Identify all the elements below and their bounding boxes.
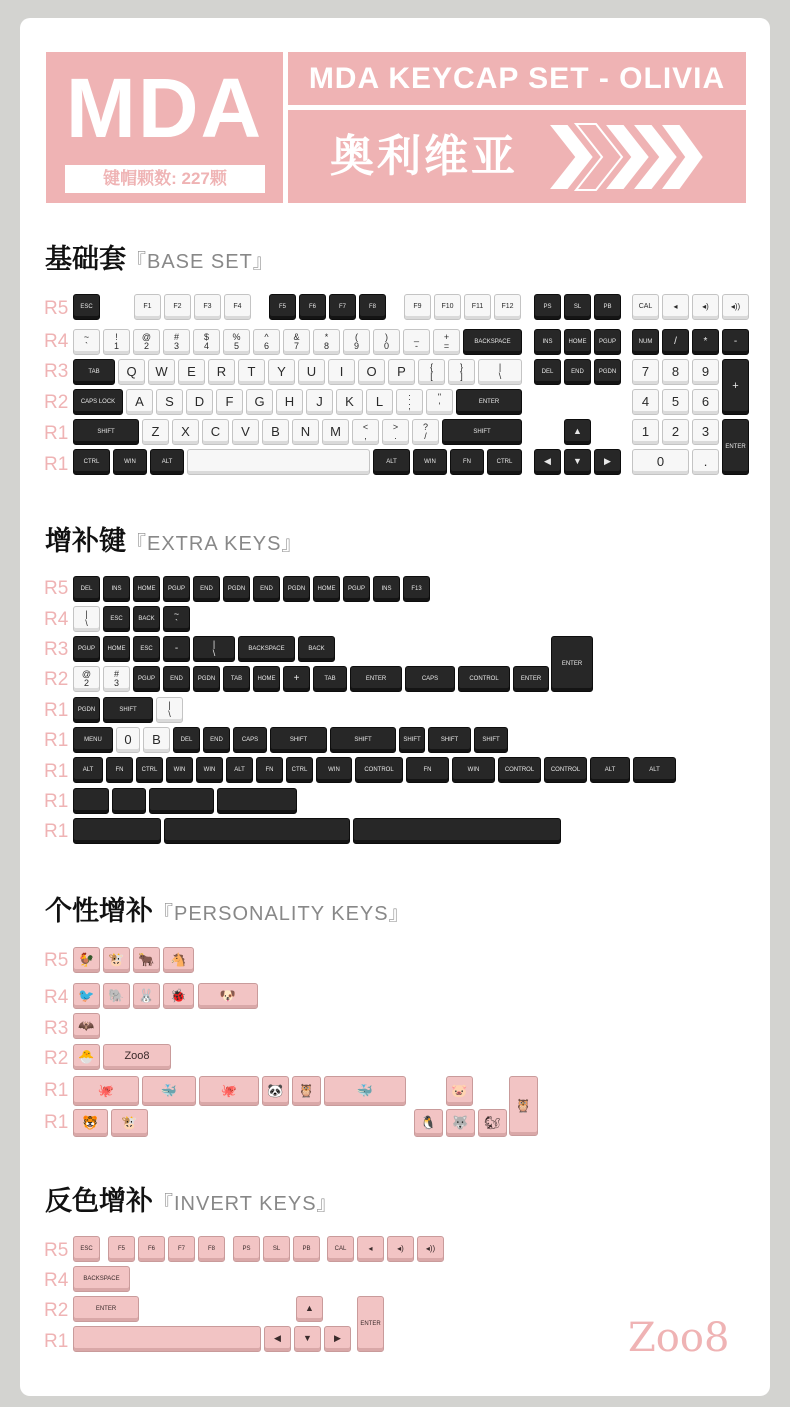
keycap: F7: [329, 294, 356, 320]
keycap: F4: [224, 294, 251, 320]
keycap: F10: [434, 294, 461, 320]
keycap: WIN: [413, 449, 447, 475]
keycap: PS: [534, 294, 561, 320]
keycap: PGUP: [343, 576, 370, 602]
keycap: CTRL: [487, 449, 522, 475]
keycap: F6: [138, 1236, 165, 1262]
keycap: ◀: [264, 1326, 291, 1352]
keycap: < ,: [352, 419, 379, 445]
section-title-cn: 增补键: [45, 526, 126, 556]
keycap: HOME: [564, 329, 591, 355]
keycap: ESC: [73, 294, 100, 320]
keycap: F7: [168, 1236, 195, 1262]
keycap: 6: [692, 389, 719, 415]
keycap: PGUP: [594, 329, 621, 355]
keycap: SHIFT: [442, 419, 522, 445]
keycap: BACK: [133, 606, 160, 632]
keycap: T: [238, 359, 265, 385]
row-label: R5: [44, 578, 69, 599]
keycap: END: [193, 576, 220, 602]
keycap: ▼: [294, 1326, 321, 1352]
keycap: K: [336, 389, 363, 415]
section-title-cn: 个性增补: [45, 896, 153, 926]
row-label: R2: [44, 1048, 69, 1069]
keycap: @ 2: [73, 666, 100, 692]
keycap: W: [148, 359, 175, 385]
keycap: | \: [193, 636, 235, 662]
row-label: R5: [44, 950, 69, 971]
keycap: ALT: [590, 757, 630, 783]
keycap: PB: [594, 294, 621, 320]
keycap: [353, 818, 561, 844]
keycap: " ': [426, 389, 453, 415]
keycap: SHIFT: [270, 727, 327, 753]
keycap: 🐞: [163, 983, 194, 1009]
row-label: R1: [44, 454, 69, 475]
set-title: MDA KEYCAP SET - OLIVIA: [288, 52, 746, 105]
keycap: ◂): [387, 1236, 414, 1262]
row-label: R4: [44, 1270, 69, 1291]
keycap: | \: [73, 606, 100, 632]
keycap: ALT: [73, 757, 103, 783]
keycap: # 3: [163, 329, 190, 355]
keycap: I: [328, 359, 355, 385]
keycap: } ]: [448, 359, 475, 385]
keycap: $ 4: [193, 329, 220, 355]
row-label: R1: [44, 1331, 69, 1352]
keycap: V: [232, 419, 259, 445]
keycap: : ;: [396, 389, 423, 415]
keycap: G: [246, 389, 273, 415]
keycap: WIN: [196, 757, 223, 783]
keycap: ) 0: [373, 329, 400, 355]
keycap: L: [366, 389, 393, 415]
keycap: F3: [194, 294, 221, 320]
keycap: ◂: [357, 1236, 384, 1262]
keycap: HOME: [313, 576, 340, 602]
keycap: WIN: [316, 757, 352, 783]
keycap: E: [178, 359, 205, 385]
row-label: R2: [44, 392, 69, 413]
keycap: INS: [534, 329, 561, 355]
keycap: WIN: [166, 757, 193, 783]
keycap: PGUP: [73, 636, 100, 662]
section-title-en: 『EXTRA KEYS』: [126, 533, 303, 555]
keycap: END: [163, 666, 190, 692]
keycap: Y: [268, 359, 295, 385]
keycap: CTRL: [73, 449, 110, 475]
chinese-title-block: [288, 110, 746, 203]
keycap: ESC: [73, 1236, 100, 1262]
keycap: WIN: [113, 449, 147, 475]
keycap: TAB: [73, 359, 115, 385]
row-label: R4: [44, 331, 69, 352]
row-label: R1: [44, 791, 69, 812]
keycap: F8: [359, 294, 386, 320]
keycap: 🐙: [199, 1076, 259, 1106]
keycap: Q: [118, 359, 145, 385]
keycap: 🐓: [73, 947, 100, 973]
row-label: R1: [44, 1080, 69, 1101]
keycap: 🐮: [103, 947, 130, 973]
row-label: R5: [44, 298, 69, 319]
keycap: ENTER: [456, 389, 522, 415]
keycap: 🐶: [198, 983, 258, 1009]
keycap: [187, 449, 370, 475]
row-label: R2: [44, 1300, 69, 1321]
keycap: ▲: [564, 419, 591, 445]
keycap: P: [388, 359, 415, 385]
keycap: HOME: [253, 666, 280, 692]
keycap: J: [306, 389, 333, 415]
keycap: 🐂: [133, 947, 160, 973]
keycap: ◂)): [722, 294, 749, 320]
keycap: WIN: [452, 757, 495, 783]
keycap: B: [143, 727, 170, 753]
keycap: F6: [299, 294, 326, 320]
keycap: 3: [692, 419, 719, 445]
keycap: ( 9: [343, 329, 370, 355]
row-label: R1: [44, 821, 69, 842]
keycap: 7: [632, 359, 659, 385]
keycap: [164, 818, 350, 844]
keycap: PS: [233, 1236, 260, 1262]
keycap: C: [202, 419, 229, 445]
row-label: R3: [44, 1018, 69, 1039]
keycap: 🐧: [414, 1109, 443, 1137]
keycap: [112, 788, 146, 814]
keycap: F5: [108, 1236, 135, 1262]
section-title-en: 『PERSONALITY KEYS』: [153, 903, 410, 925]
keycap: CONTROL: [544, 757, 587, 783]
keycap: CTRL: [136, 757, 163, 783]
keycap: B: [262, 419, 289, 445]
keycap: ESC: [133, 636, 160, 662]
keycap: CAL: [632, 294, 659, 320]
keycap: % 5: [223, 329, 250, 355]
keycap: TAB: [223, 666, 250, 692]
keycap: SHIFT: [103, 697, 153, 723]
keycap: CONTROL: [458, 666, 510, 692]
keycap: F8: [198, 1236, 225, 1262]
mda-logo-text: MDA: [65, 61, 264, 155]
keycap: ENTER: [513, 666, 549, 692]
keycap: PGUP: [163, 576, 190, 602]
keycap: | \: [156, 697, 183, 723]
keycap: + =: [433, 329, 460, 355]
keycap: 4: [632, 389, 659, 415]
keycap: { [: [418, 359, 445, 385]
keycap: ENTER: [350, 666, 402, 692]
keycap: ◂): [692, 294, 719, 320]
section-title-cn: 反色增补: [45, 1186, 153, 1216]
keycap: ^ 6: [253, 329, 280, 355]
keycap: 🐯: [73, 1109, 108, 1137]
row-label: R1: [44, 1112, 69, 1133]
keycap: N: [292, 419, 319, 445]
keycap: [73, 1326, 261, 1352]
keycap: F5: [269, 294, 296, 320]
keycap: 🐘: [103, 983, 130, 1009]
keycap: R: [208, 359, 235, 385]
keycap: 🐮: [111, 1109, 148, 1137]
keycap: HOME: [133, 576, 160, 602]
keycap: ENTER: [357, 1296, 384, 1352]
keycap: 🐴: [163, 947, 194, 973]
keycap: 🐣: [73, 1044, 100, 1070]
chinese-title: 奥利维亚: [330, 132, 518, 181]
keycap: SHIFT: [474, 727, 508, 753]
keycap: DEL: [173, 727, 200, 753]
keycap: ▼: [564, 449, 591, 475]
keycap: 0: [632, 449, 689, 475]
zoo8-brand-logo: Zoo8: [628, 1315, 730, 1361]
keycap: 2: [662, 419, 689, 445]
keycap: [73, 818, 161, 844]
keycap: ENTER: [551, 636, 593, 692]
keycap: SHIFT: [428, 727, 471, 753]
keycap: Zoo8: [103, 1044, 171, 1070]
row-label: R1: [44, 700, 69, 721]
keycap: S: [156, 389, 183, 415]
keycap: 🦉: [509, 1076, 538, 1136]
keycap: ◂)): [417, 1236, 444, 1262]
keycap: PGDN: [193, 666, 220, 692]
keycap: SHIFT: [330, 727, 396, 753]
keycap: _ -: [403, 329, 430, 355]
keycap: CAPS LOCK: [73, 389, 123, 415]
row-label: R2: [44, 669, 69, 690]
keycap: ALT: [373, 449, 410, 475]
keycap: ▶: [324, 1326, 351, 1352]
keycap: 9: [692, 359, 719, 385]
keycap: U: [298, 359, 325, 385]
keycap: 0: [116, 727, 140, 753]
keycap: INS: [373, 576, 400, 602]
keycap: ? /: [412, 419, 439, 445]
keycap: ~ `: [73, 329, 100, 355]
keycap: *: [692, 329, 719, 355]
row-label: R4: [44, 987, 69, 1008]
keycap: X: [172, 419, 199, 445]
keycap: 🐳: [142, 1076, 196, 1106]
keycap: Z: [142, 419, 169, 445]
keycap: D: [186, 389, 213, 415]
keycap: -: [722, 329, 749, 355]
keycap: 🐳: [324, 1076, 406, 1106]
keycap: BACK: [298, 636, 335, 662]
keycap: MENU: [73, 727, 113, 753]
row-label: R1: [44, 423, 69, 444]
product-card: [20, 18, 770, 1396]
keycap: FN: [106, 757, 133, 783]
keycap: ENTER: [73, 1296, 139, 1322]
row-label: R5: [44, 1240, 69, 1261]
keycap: 8: [662, 359, 689, 385]
section-personality-keys: [45, 894, 410, 931]
keycap: END: [203, 727, 230, 753]
keycap: ◂: [662, 294, 689, 320]
keycap: /: [662, 329, 689, 355]
keycap: 🐿: [478, 1109, 507, 1137]
row-label: R1: [44, 730, 69, 751]
keycap: CAPS: [405, 666, 455, 692]
keycap-count: 键帽颗数: 227颗: [65, 165, 265, 193]
keycap: PGDN: [223, 576, 250, 602]
keycap: TAB: [313, 666, 347, 692]
keycap: F11: [464, 294, 491, 320]
keycap: 1: [632, 419, 659, 445]
keycap: NUM: [632, 329, 659, 355]
keycap: FN: [256, 757, 283, 783]
keycap: ENTER: [722, 419, 749, 475]
keycap: INS: [103, 576, 130, 602]
keycap: ◀: [534, 449, 561, 475]
keycap: 🐼: [262, 1076, 289, 1106]
keycap: ESC: [103, 606, 130, 632]
row-label: R4: [44, 609, 69, 630]
keycap: CONTROL: [498, 757, 541, 783]
keycap: SHIFT: [73, 419, 139, 445]
keycap: & 7: [283, 329, 310, 355]
keycap: F1: [134, 294, 161, 320]
chevron-arrows-icon: [546, 122, 706, 192]
keycap: F2: [164, 294, 191, 320]
keycap: SHIFT: [399, 727, 425, 753]
keycap: [149, 788, 214, 814]
keycap: A: [126, 389, 153, 415]
keycap: F: [216, 389, 243, 415]
keycap: ALT: [633, 757, 676, 783]
keycap: BACKSPACE: [73, 1266, 130, 1292]
keycap: 🐷: [446, 1076, 473, 1106]
keycap: # 3: [103, 666, 130, 692]
keycap: BACKSPACE: [238, 636, 295, 662]
section-extra-keys: [45, 524, 303, 561]
mda-header-block: [46, 52, 283, 203]
keycap: FN: [450, 449, 484, 475]
keycap: -: [163, 636, 190, 662]
keycap: SL: [263, 1236, 290, 1262]
keycap: ! 1: [103, 329, 130, 355]
keycap: +: [283, 666, 310, 692]
keycap: @ 2: [133, 329, 160, 355]
keycap: | \: [478, 359, 522, 385]
keycap: F12: [494, 294, 521, 320]
keycap: 🐙: [73, 1076, 139, 1106]
keycap: .: [692, 449, 719, 475]
keycap: PGDN: [594, 359, 621, 385]
keycap: HOME: [103, 636, 130, 662]
keycap: CTRL: [286, 757, 313, 783]
keycap: * 8: [313, 329, 340, 355]
keycap: [73, 788, 109, 814]
keycap: DEL: [534, 359, 561, 385]
keycap: END: [564, 359, 591, 385]
keycap: ▲: [296, 1296, 323, 1322]
keycap: DEL: [73, 576, 100, 602]
keycap: ALT: [150, 449, 184, 475]
keycap: PGDN: [283, 576, 310, 602]
section-base-set: [45, 242, 274, 279]
keycap: END: [253, 576, 280, 602]
row-label: R3: [44, 639, 69, 660]
row-label: R1: [44, 761, 69, 782]
section-invert-keys: [45, 1184, 338, 1221]
keycap: F13: [403, 576, 430, 602]
keycap: 🐦: [73, 983, 100, 1009]
keycap: O: [358, 359, 385, 385]
keycap: H: [276, 389, 303, 415]
keycap: 🐺: [446, 1109, 475, 1137]
keycap: PB: [293, 1236, 320, 1262]
keycap: +: [722, 359, 749, 415]
keycap: 🦇: [73, 1013, 100, 1039]
section-title-en: 『BASE SET』: [126, 251, 274, 273]
keycap: 🦉: [292, 1076, 321, 1106]
keycap: F9: [404, 294, 431, 320]
keycap: CAL: [327, 1236, 354, 1262]
keycap: [217, 788, 297, 814]
keycap: BACKSPACE: [463, 329, 522, 355]
section-title-en: 『INVERT KEYS』: [153, 1193, 338, 1215]
keycap: ~ `: [163, 606, 190, 632]
keycap: PGDN: [73, 697, 100, 723]
section-title-cn: 基础套: [45, 244, 126, 274]
keycap: M: [322, 419, 349, 445]
keycap: 🐰: [133, 983, 160, 1009]
keycap: ▶: [594, 449, 621, 475]
keycap: 5: [662, 389, 689, 415]
keycap: PGUP: [133, 666, 160, 692]
keycap: ALT: [226, 757, 253, 783]
keycap: SL: [564, 294, 591, 320]
keycap: CAPS: [233, 727, 267, 753]
row-label: R3: [44, 361, 69, 382]
keycap: > .: [382, 419, 409, 445]
keycap: FN: [406, 757, 449, 783]
keycap: CONTROL: [355, 757, 403, 783]
